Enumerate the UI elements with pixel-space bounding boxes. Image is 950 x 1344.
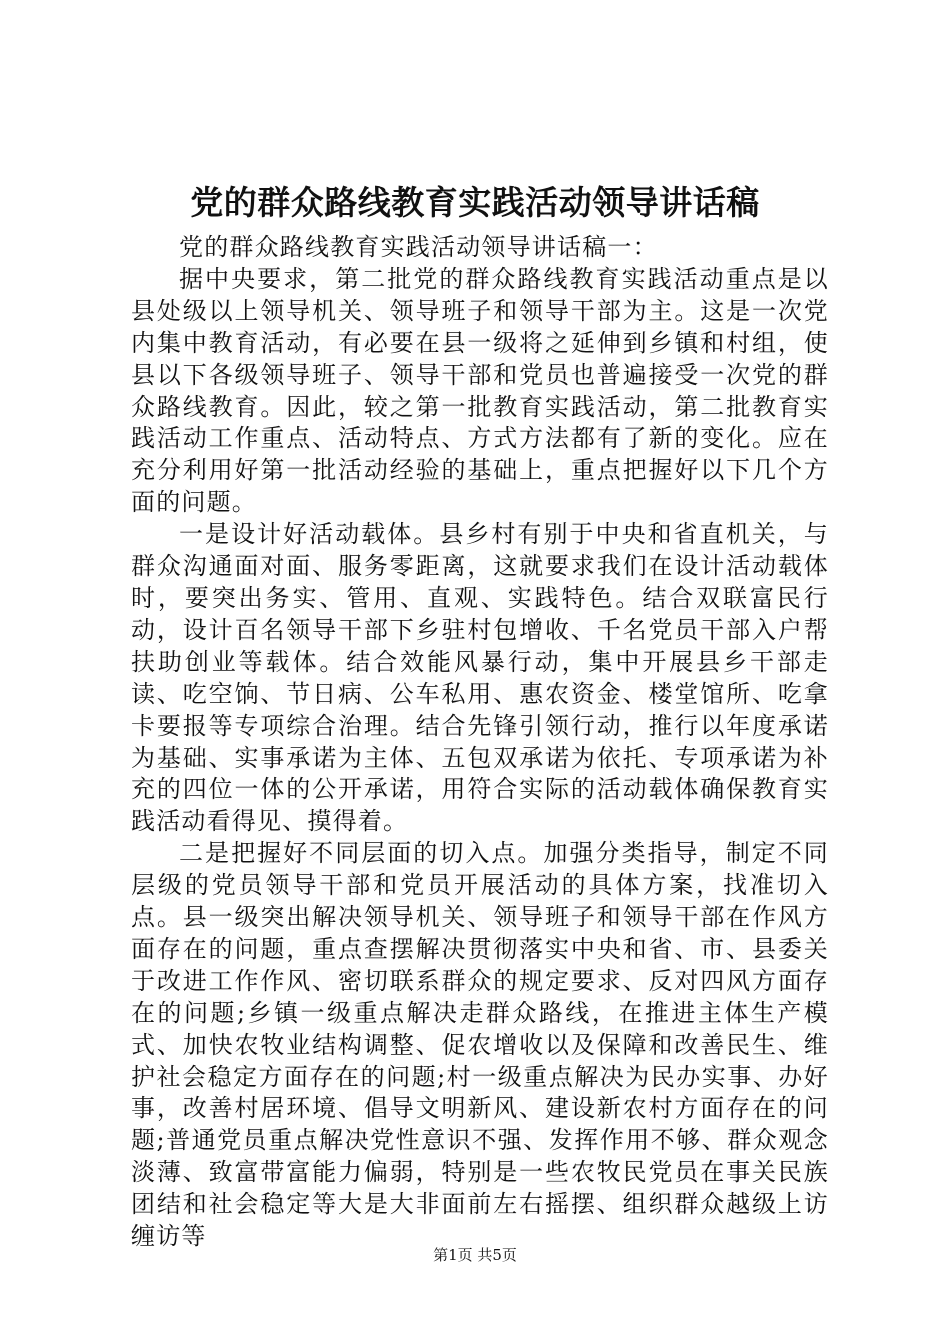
paragraph-1: 据中央要求，第二批党的群众路线教育实践活动重点是以县处级以上领导机关、领导班子和领导干部为主。这是一次党内集中教育活动，有必要在县一级将之延伸到乡镇和村组，使县以下各级领导班子、领导干部和党员也普遍接受一次党的群众路线教育。因此，较之第一批教育实践活动，第二批教育实践活动工作重点、活动特点、方式方法都有了新的变化。应在充分利用好第一批活动经验的基础上，重点把握好以下几个方面的问题。	[131, 264, 829, 517]
section-heading: 党的群众路线教育实践活动领导讲话稿一：	[179, 233, 658, 261]
document-body	[131, 232, 829, 1253]
page-footer: 第1页 共5页	[433, 1246, 517, 1264]
paragraph-2: 一是设计好活动载体。县乡村有别于中央和省直机关，与群众沟通面对面、服务零距离，这就要求我们在设计活动载体时，要突出务实、管用、直观、实践特色。结合双联富民行动，设计百名领导干部下乡驻村包增收、千名党员干部入户帮扶助创业等载体。结合效能风暴行动，集中开展县乡干部走读、吃空饷、节日病、公车私用、惠农资金、楼堂馆所、吃拿卡要报等专项综合治理。结合先锋引领行动，推行以年度承诺为基础、实事承诺为主体、五包双承诺为依托、专项承诺为补充的四位一体的公开承诺，用符合实际的活动载体确保教育实践活动看得见、摸得着。	[131, 520, 829, 836]
paragraph-3: 二是把握好不同层面的切入点。加强分类指导，制定不同层级的党员领导干部和党员开展活动的具体方案，找准切入点。县一级突出解决领导机关、领导班子和领导干部在作风方面存在的问题，重点查摆解决贯彻落实中央和省、市、县委关于改进工作作风、密切联系群众的规定要求、反对四风方面存在的问题;乡镇一级重点解决走群众路线，在推进主体生产模式、加快农牧业结构调整、促农增收以及保障和改善民生、维护社会稳定方面存在的问题;村一级重点解决为民办实事、办好事，改善村居环境、倡导文明新风、建设新农村方面存在的问题;普通党员重点解决党性意识不强、发挥作用不够、群众观念淡薄、致富带富能力偏弱，特别是一些农牧民党员在事关民族团结和社会稳定等大是大非面前左右摇摆、组织群众越级上访缠访等	[131, 839, 829, 1251]
document-title: 党的群众路线教育实践活动领导讲话稿	[190, 183, 760, 222]
